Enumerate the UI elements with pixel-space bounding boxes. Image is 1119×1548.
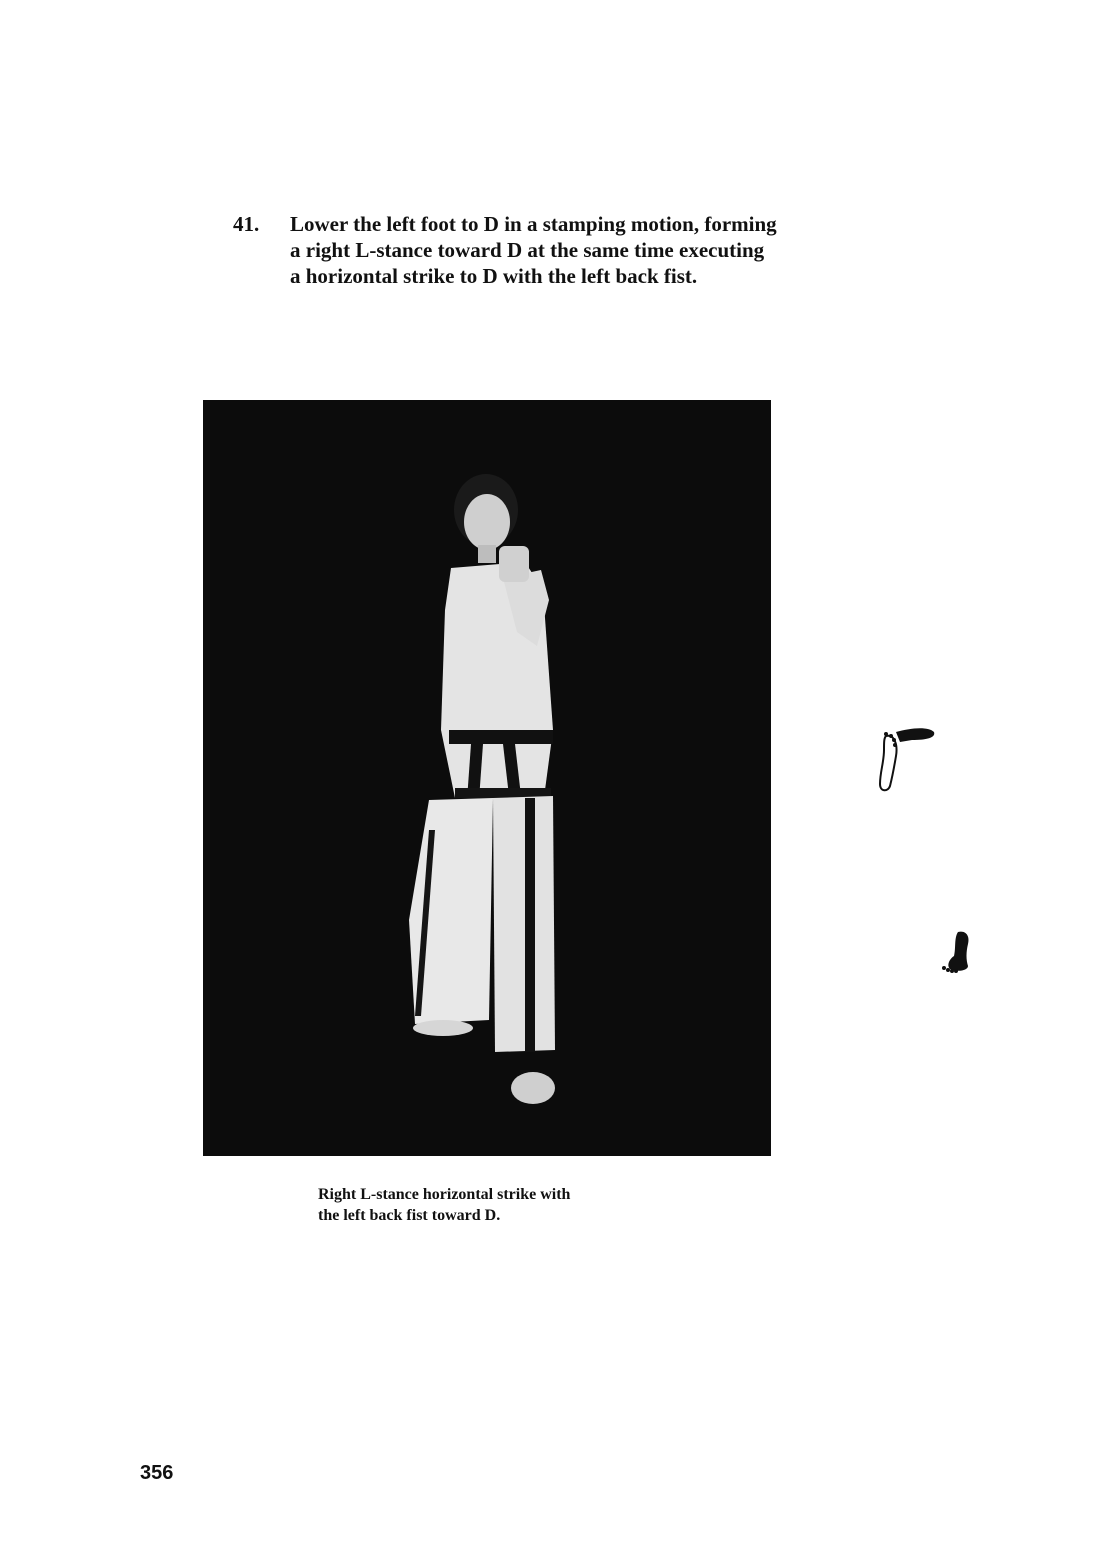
instruction-line-2: a right L-stance toward D at the same time executing <box>290 238 765 262</box>
instruction-line-3: a horizontal strike to D with the left back fist. <box>290 264 698 288</box>
stance-photo <box>203 400 771 1156</box>
practitioner-figure <box>203 400 771 1156</box>
footprint-outline-icon <box>876 722 938 796</box>
caption-line-1: Right L-stance horizontal strike with <box>318 1186 571 1203</box>
page-number: 356 <box>140 1462 174 1484</box>
instruction-line-1: Lower the left foot to D in a stamping motion, forming <box>290 212 777 236</box>
step-number: 41. <box>233 212 260 236</box>
photo-caption <box>318 1184 718 1226</box>
footprint-solid-icon <box>936 928 976 974</box>
step-instruction <box>233 211 893 289</box>
caption-line-2: the left back fist toward D. <box>318 1207 501 1224</box>
